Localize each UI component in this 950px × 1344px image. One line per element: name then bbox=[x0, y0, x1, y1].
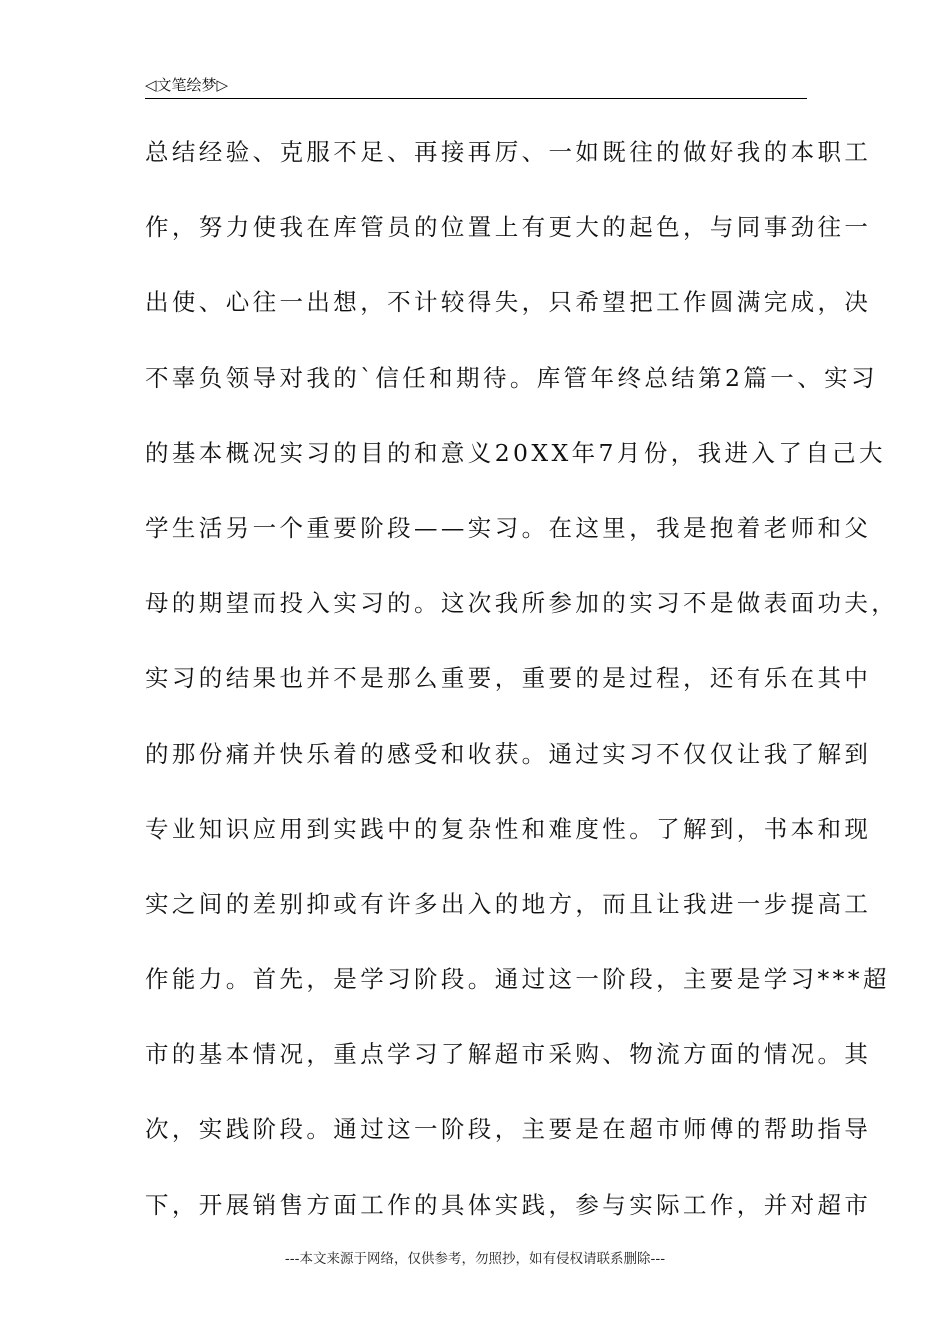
body-line: 实习的结果也并不是那么重要，重要的是过程，还有乐在其中 bbox=[145, 664, 872, 693]
body-line: 作能力。首先，是学习阶段。通过这一阶段，主要是学习***超 bbox=[145, 965, 890, 994]
body-line: 的那份痛并快乐着的感受和收获。通过实习不仅仅让我了解到 bbox=[145, 739, 872, 768]
body-line: 出使、心往一出想，不计较得失，只希望把工作圆满完成，决 bbox=[145, 288, 872, 317]
body-line: 专业知识应用到实践中的复杂性和难度性。了解到，书本和现 bbox=[145, 814, 872, 843]
body-line: 母的期望而投入实习的。这次我所参加的实习不是做表面功夫， bbox=[145, 589, 899, 618]
page-footer: ---本文来源于网络，仅供参考，勿照抄，如有侵权请联系删除--- bbox=[284, 1251, 666, 1267]
body-line: 次，实践阶段。通过这一阶段，主要是在超市师傅的帮助指导 bbox=[145, 1115, 872, 1144]
body-line: 不辜负领导对我的`信任和期待。库管年终总结第2篇一、实习 bbox=[145, 363, 878, 392]
page-header bbox=[145, 72, 807, 99]
body-line: 学生活另一个重要阶段——实习。在这里，我是抱着老师和父 bbox=[145, 513, 872, 542]
body-line: 实之间的差别抑或有许多出入的地方，而且让我进一步提高工 bbox=[145, 889, 872, 918]
body-line: 市的基本情况，重点学习了解超市采购、物流方面的情况。其 bbox=[145, 1040, 872, 1069]
body-line: 的基本概况实习的目的和意义20XX年7月份，我进入了自己大 bbox=[145, 438, 886, 467]
body-line: 总结经验、克服不足、再接再厉、一如既往的做好我的本职工 bbox=[145, 138, 872, 166]
header-title: ◁文笔绘梦▷ bbox=[145, 76, 229, 94]
document-body bbox=[145, 130, 899, 1258]
body-line: 下，开展销售方面工作的具体实践，参与实际工作，并对超市 bbox=[145, 1190, 872, 1219]
body-line: 作，努力使我在库管员的位置上有更大的起色，与同事劲往一 bbox=[145, 213, 872, 242]
